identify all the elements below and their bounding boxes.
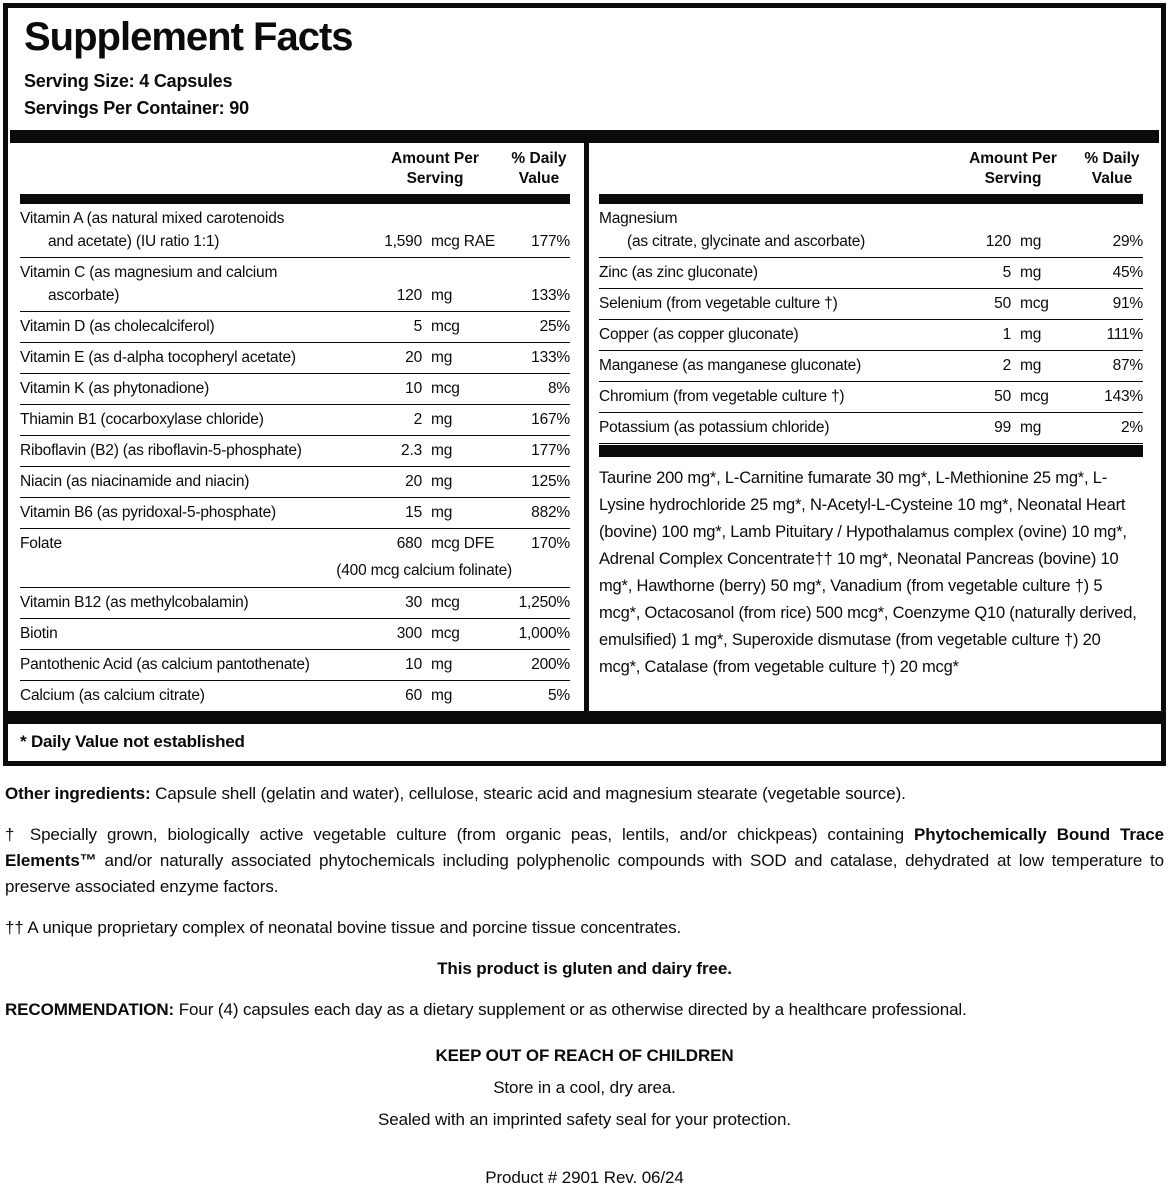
nutrient-amount: 120 (396, 287, 422, 304)
nutrient-name: Vitamin D (as cholecalciferol) (20, 318, 215, 335)
nutrient-dv: 111% (1106, 326, 1143, 343)
nutrient-unit: mcg RAE (431, 233, 496, 250)
nutrient-dv: 8% (547, 380, 570, 397)
nutrient-amount: 99 (994, 419, 1011, 436)
nutrient-name: Zinc (as zinc gluconate) (599, 264, 758, 281)
keep-out-of-reach-warning: KEEP OUT OF REACH OF CHILDREN (435, 1046, 734, 1065)
nutrient-name: Vitamin A (as natural mixed carotenoids (20, 210, 285, 227)
nutrient-unit: mg (431, 656, 453, 673)
thick-divider-bar (599, 445, 1143, 457)
nutrient-name: Biotin (20, 625, 58, 642)
nutrient-amount: 1,590 (384, 233, 422, 250)
nutrient-row (20, 681, 570, 711)
nutrient-row (20, 498, 570, 529)
facts-columns (8, 143, 1161, 711)
dagger-note: † Specially grown, biologically active vegetable culture (from organic peas, lentils, and/or chickpeas) containing Phytochemically Bound Trace Elements™ and/or naturally associated phytochemicals including polyphenolic compounds with SOD and catalase, dehydrated at low temperature to preserve associated enzyme factors. (5, 825, 1164, 896)
nutrient-row (20, 619, 570, 650)
page-title: Supplement Facts (24, 15, 353, 59)
nutrient-amount: 50 (994, 295, 1011, 312)
nutrient-name: Magnesium (599, 210, 678, 227)
nutrient-row (599, 320, 1143, 351)
serving-size: Serving Size: 4 Capsules (24, 71, 233, 91)
nutrient-unit: mcg (431, 625, 460, 642)
nutrient-unit: mg (431, 442, 453, 459)
nutrient-dv: 125% (531, 473, 570, 490)
nutrient-unit: mcg (431, 380, 460, 397)
nutrient-dv: 167% (531, 411, 570, 428)
nutrient-amount: 20 (405, 349, 422, 366)
double-dagger-note: †† A unique proprietary complex of neonatal bovine tissue and porcine tissue concentrates. (5, 918, 682, 937)
nutrient-row (20, 467, 570, 498)
nutrient-dv: 1,250% (518, 594, 570, 611)
nutrient-unit: mcg DFE (431, 535, 495, 552)
amount-per-serving-header: Amount Per Serving (391, 150, 479, 187)
nutrient-dv: 177% (531, 233, 570, 250)
nutrient-amount: 15 (405, 504, 422, 521)
nutrient-row (20, 588, 570, 619)
nutrient-name: Niacin (as niacinamide and niacin) (20, 473, 250, 490)
nutrient-row (20, 436, 570, 467)
nutrient-dv: 177% (531, 442, 570, 459)
nutrient-name-line2: ascorbate) (48, 287, 120, 304)
nutrient-unit: mg (431, 287, 453, 304)
nutrient-name: Calcium (as calcium citrate) (20, 687, 205, 704)
nutrient-name: Thiamin B1 (cocarboxylase chloride) (20, 411, 264, 428)
nutrient-unit: mcg (1020, 388, 1049, 405)
nutrient-row (599, 413, 1143, 444)
other-ingredients-text: Capsule shell (gelatin and water), cellulose, stearic acid and magnesium stearate (vegetable source). (150, 784, 906, 803)
nutrient-name: Pantothenic Acid (as calcium pantothenate) (20, 656, 310, 673)
daily-value-footnote: * Daily Value not established (20, 732, 245, 751)
nutrient-amount: 20 (405, 473, 422, 490)
recommendation-label: RECOMMENDATION: (5, 1000, 175, 1019)
phytochemically-bound-trace-elements: Phytochemically Bound Trace Elements™ (5, 825, 1164, 870)
nutrient-dv: 882% (531, 504, 570, 521)
nutrient-name: Folate (20, 535, 62, 552)
nutrient-amount: 680 (396, 535, 422, 552)
nutrient-row (599, 351, 1143, 382)
nutrient-unit: mg (431, 504, 453, 521)
thick-divider-bar (8, 711, 1161, 724)
thick-divider-bar (10, 130, 1159, 143)
nutrient-amount: 2.3 (401, 442, 422, 459)
facts-column-left (8, 143, 584, 711)
nutrient-row-folate (20, 529, 570, 588)
daily-value-header: % Daily Value (511, 150, 567, 187)
nutrient-name: Chromium (from vegetable culture †) (599, 388, 845, 405)
nutrient-amount: 50 (994, 388, 1011, 405)
nutrient-row (599, 258, 1143, 289)
nutrient-dv: 143% (1104, 388, 1143, 405)
nutrient-name: Vitamin K (as phytonadione) (20, 380, 210, 397)
nutrient-name: Vitamin C (as magnesium and calcium (20, 264, 278, 281)
nutrient-amount: 30 (405, 594, 422, 611)
nutrient-amount: 5 (413, 318, 422, 335)
nutrient-dv: 133% (531, 349, 570, 366)
other-ingredients (5, 781, 1164, 807)
nutrient-amount: 300 (396, 625, 422, 642)
nutrient-dv: 25% (539, 318, 570, 335)
nutrient-dv: 87% (1112, 357, 1143, 374)
recommendation-text: Four (4) capsules each day as a dietary supplement or as otherwise directed by a healthcare professional. (174, 1000, 967, 1019)
supplement-facts-panel (3, 3, 1166, 766)
gluten-dairy-free-note: This product is gluten and dairy free. (437, 959, 732, 978)
nutrient-name: Selenium (from vegetable culture †) (599, 295, 838, 312)
nutrient-amount: 2 (413, 411, 422, 428)
nutrient-dv: 200% (531, 656, 570, 673)
nutrient-unit: mcg (431, 594, 460, 611)
nutrient-amount: 5 (1002, 264, 1011, 281)
nutrient-name: Vitamin B6 (as pyridoxal-5-phosphate) (20, 504, 276, 521)
column-header (20, 143, 570, 204)
product-code: Product # 2901 Rev. 06/24 (485, 1168, 684, 1187)
nutrient-name: Riboflavin (B2) (as riboflavin-5-phosphate) (20, 442, 302, 459)
nutrient-row (20, 204, 570, 258)
safety-seal-note: Sealed with an imprinted safety seal for your protection. (378, 1110, 791, 1129)
nutrient-unit: mg (431, 411, 453, 428)
nutrient-name-line2: (as citrate, glycinate and ascorbate) (627, 233, 866, 250)
nutrient-name: Vitamin E (as d-alpha tocopheryl acetate) (20, 349, 296, 366)
nutrient-dv: 170% (531, 535, 570, 552)
nutrient-row (599, 204, 1143, 258)
other-ingredients-label: Other ingredients: (5, 784, 151, 803)
nutrient-unit: mg (431, 349, 453, 366)
storage-note: Store in a cool, dry area. (493, 1078, 676, 1097)
nutrient-row (20, 374, 570, 405)
nutrient-dv: 45% (1112, 264, 1143, 281)
nutrient-amount: 2 (1002, 357, 1011, 374)
nutrient-amount: 10 (405, 380, 422, 397)
column-header (599, 143, 1143, 204)
nutrient-row (599, 382, 1143, 413)
amount-per-serving-header: Amount Per Serving (969, 150, 1057, 187)
nutrient-row (20, 343, 570, 374)
nutrient-unit: mcg (1020, 295, 1049, 312)
servings-per-container: Servings Per Container: 90 (24, 98, 249, 118)
nutrient-amount: 120 (985, 233, 1011, 250)
nutrient-row (599, 289, 1143, 320)
nutrient-dv: 133% (531, 287, 570, 304)
nutrient-amount: 60 (405, 687, 422, 704)
label-notes (3, 781, 1166, 1191)
nutrient-row (20, 258, 570, 312)
nutrient-dv: 5% (547, 687, 570, 704)
nutrient-row (20, 405, 570, 436)
nutrient-name: Copper (as copper gluconate) (599, 326, 799, 343)
nutrient-name: Potassium (as potassium chloride) (599, 419, 830, 436)
nutrient-unit: mg (431, 473, 453, 490)
nutrient-name-line2: and acetate) (IU ratio 1:1) (48, 233, 220, 250)
facts-column-right (589, 143, 1161, 711)
nutrient-unit: mg (1020, 357, 1042, 374)
nutrient-amount: 1 (1002, 326, 1011, 343)
nutrient-dv: 2% (1120, 419, 1143, 436)
nutrient-dv: 91% (1112, 295, 1143, 312)
recommendation (5, 997, 1164, 1023)
nutrient-dv: 29% (1112, 233, 1143, 250)
facts-header (8, 8, 1161, 130)
proprietary-blend-text: Taurine 200 mg*, L-Carnitine fumarate 30 mg*, L-Methionine 25 mg*, L-Lysine hydrochloride 25 mg*, N-Acetyl-L-Cysteine 10 mg*, Neonatal Heart (bovine) 100 mg*, Lamb Pituitary / Hypothalamus complex (ovine) 10 mg*, Adrenal Complex Concentrate†† 10 mg*, Neonatal Pancreas (bovine) 10 mg*, Hawthorne (berry) 50 mg*, Vanadium (from vegetable culture †) 5 mcg*, Octacosanol (from rice) 500 mcg*, Coenzyme Q10 (naturally derived, emulsified) 1 mg*, Superoxide dismutase (from vegetable culture †) 20 mcg*, Catalase (from vegetable culture †) 20 mcg* (599, 469, 1137, 676)
nutrient-unit: mg (1020, 326, 1042, 343)
nutrient-name: Manganese (as manganese gluconate) (599, 357, 862, 374)
nutrient-unit: mg (1020, 419, 1042, 436)
nutrient-unit: mg (1020, 233, 1042, 250)
nutrient-amount: 10 (405, 656, 422, 673)
nutrient-unit: mg (1020, 264, 1042, 281)
nutrient-unit: mg (431, 687, 453, 704)
daily-value-header: % Daily Value (1084, 150, 1140, 187)
nutrient-subnote: (400 mcg calcium folinate) (336, 562, 512, 579)
nutrient-name: Vitamin B12 (as methylcobalamin) (20, 594, 249, 611)
nutrient-unit: mcg (431, 318, 460, 335)
nutrient-dv: 1,000% (518, 625, 570, 642)
nutrient-row (20, 312, 570, 343)
nutrient-row (20, 650, 570, 681)
